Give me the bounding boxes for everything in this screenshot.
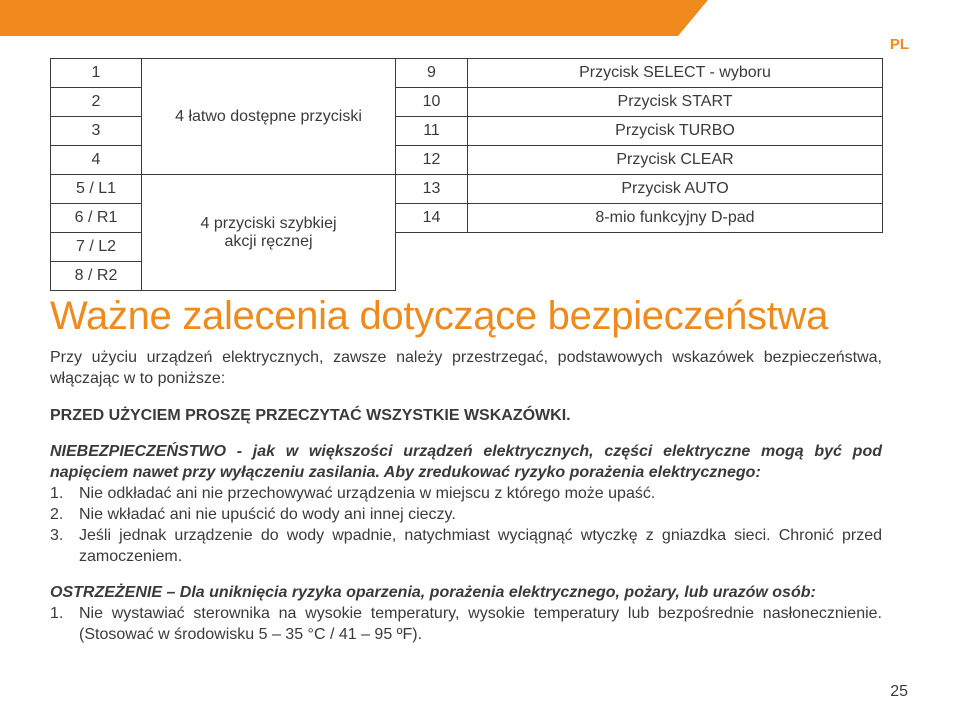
button-number: 3	[51, 117, 142, 146]
button-number: 5 / L1	[51, 175, 142, 204]
button-number-text: 13	[422, 180, 441, 197]
table-row	[51, 59, 883, 88]
button-number	[396, 117, 468, 146]
group-desc-line: akcji ręcznej	[224, 232, 313, 250]
button-group-description: 4 łatwo dostępne przyciski	[142, 59, 396, 175]
button-description: Przycisk AUTO	[468, 175, 883, 204]
button-reference-table	[50, 58, 883, 291]
button-number-text: 11	[423, 122, 440, 139]
list-item	[50, 525, 882, 567]
button-number: 2	[51, 88, 142, 117]
list-text: Nie odkładać ani nie przechowywać urządzenia w miejscu z którego może upaść.	[79, 485, 656, 502]
button-description: Przycisk START	[468, 88, 883, 117]
language-label: PL	[889, 36, 909, 53]
button-number-text: 9	[427, 64, 436, 81]
button-description: 8-mio funkcyjny D-pad	[468, 204, 883, 233]
button-number: 4	[51, 146, 142, 175]
page-number: 25	[890, 683, 908, 700]
safety-content	[50, 347, 882, 645]
button-number: 7 / L2	[51, 233, 142, 262]
header-orange-banner	[0, 0, 954, 36]
button-number	[396, 175, 468, 204]
button-number-text: 10	[422, 93, 441, 110]
button-number: 8 / R2	[51, 262, 142, 291]
list-item	[50, 504, 882, 525]
list-text: Nie wystawiać sterownika na wysokie temperatury, wysokie temperatury lub bezpośrednie nasłonecznienie. (Stosować w środowisku 5 – 35 °C / 41 – 95 ºF).	[79, 605, 882, 643]
section-title: Ważne zalecenia dotyczące bezpieczeństwa	[50, 294, 829, 338]
warning-notice: OSTRZEŻENIE – Dla uniknięcia ryzyka oparzenia, porażenia elektrycznego, pożary, lub urazów osób:	[50, 584, 816, 601]
empty-cell	[396, 262, 883, 291]
list-item	[50, 483, 882, 504]
danger-notice: NIEBEZPIECZEŃSTWO - jak w większości urządzeń elektrycznych, części elektryczne mogą być pod napięciem nawet przy wyłączeniu zasilania. Aby zredukować ryzyko porażenia elektrycznego:	[50, 443, 882, 481]
button-number: 1	[51, 59, 142, 88]
button-number	[396, 88, 468, 117]
button-number	[396, 59, 468, 88]
list-text: Jeśli jednak urządzenie do wody wpadnie, natychmiast wyciągnąć wtyczkę z gniazdka sieci. Chronić przed zamoczeniem.	[79, 527, 882, 565]
list-number: 3.	[50, 527, 64, 544]
danger-list	[50, 483, 882, 567]
button-number-text: 12	[422, 151, 441, 168]
intro-paragraph: Przy użyciu urządzeń elektrycznych, zawsze należy przestrzegać, podstawowych wskazówek bezpieczeństwa, włączając w to poniższe:	[50, 349, 882, 387]
button-group-description	[142, 175, 396, 291]
button-number: 6 / R1	[51, 204, 142, 233]
list-number: 1.	[50, 605, 64, 622]
button-number-text: 14	[422, 209, 441, 226]
warning-list	[50, 603, 882, 645]
button-number	[396, 146, 468, 175]
button-description: Przycisk SELECT - wyboru	[468, 59, 883, 88]
button-description: Przycisk CLEAR	[468, 146, 883, 175]
list-number: 1.	[50, 485, 64, 502]
list-number: 2.	[50, 506, 64, 523]
button-number	[396, 204, 468, 233]
group-desc-line: 4 przyciski szybkiej	[200, 214, 337, 232]
read-instructions-notice: PRZED UŻYCIEM PROSZĘ PRZECZYTAĆ WSZYSTKIE WSKAZÓWKI.	[50, 407, 571, 424]
list-item	[50, 603, 882, 645]
list-text: Nie wkładać ani nie upuścić do wody ani innej cieczy.	[79, 506, 456, 523]
empty-cell	[396, 233, 883, 262]
table-row	[51, 175, 883, 204]
button-description: Przycisk TURBO	[468, 117, 883, 146]
